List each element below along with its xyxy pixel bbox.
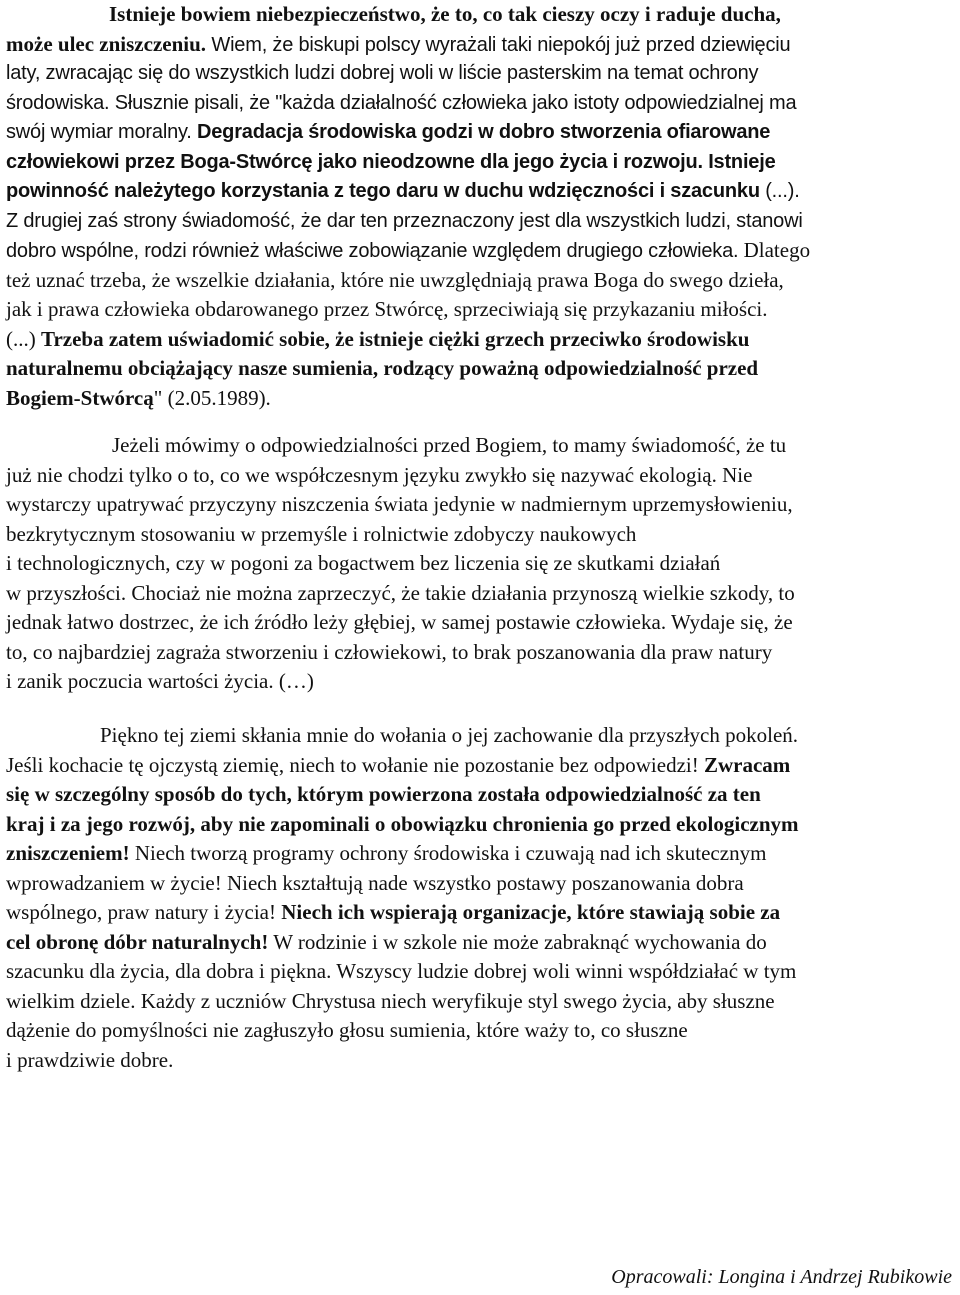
text-segment: środowiska. Słusznie pisali, że "każda działalność człowieka jako istoty odpowiedzialnej ma xyxy=(6,91,797,114)
text-segment: wspólnego, praw natury i życia! xyxy=(6,900,282,924)
text-segment: szacunku dla życia, dla dobra i piękna. Wszyscy ludzie dobrej woli winni współdziałać w tym xyxy=(6,959,797,983)
text-segment: i prawdziwie dobre. xyxy=(6,1047,174,1072)
quote-paragraph xyxy=(6,0,956,413)
text-segment: Z drugiej zaś strony świadomość, że dar ten przeznaczony jest dla wszystkich ludzi, stanowi xyxy=(6,209,803,232)
appeal-paragraph xyxy=(6,721,956,1075)
text-segment: Dlatego xyxy=(738,238,811,262)
bold-text-segment: Niech ich wspierają organizacje, które stawiają sobie za xyxy=(281,900,781,924)
text-segment: bezkrytycznym stosowaniu w przemyśle i rolnictwie zdobyczy naukowych xyxy=(6,521,637,546)
text-segment: wprowadzaniem w życie! Niech kształtują nade wszystko postawy poszanowania dobra xyxy=(6,870,744,895)
text-segment: Piękno tej ziemi skłania mnie do wołania o jej zachowanie dla przyszłych pokoleń. xyxy=(100,723,799,747)
text-line xyxy=(6,579,956,609)
text-line xyxy=(6,118,956,148)
text-line xyxy=(6,608,956,638)
text-line xyxy=(6,839,956,869)
text-line xyxy=(6,148,956,178)
text-line xyxy=(6,869,956,899)
text-line xyxy=(6,751,956,781)
bold-text-segment: człowiekowi przez Boga-Stwórcę jako nieodzowne dla jego życia i rozwoju. Istnieje xyxy=(6,150,776,173)
text-line xyxy=(6,266,956,296)
text-line xyxy=(6,520,956,550)
bold-text-segment: może ulec zniszczeniu. xyxy=(6,31,207,56)
text-segment: i zanik poczucia wartości życia. (…) xyxy=(6,669,314,693)
text-segment: już nie chodzi tylko o to, co we współczesnym języku zwykło się nazywać ekologią. Nie xyxy=(6,462,753,487)
bold-text-segment: kraj i za jego rozwój, aby nie zapominali o obowiązku chronienia go przed ekologicznym xyxy=(6,811,799,836)
bold-text-segment: zniszczeniem! xyxy=(6,841,130,865)
text-line xyxy=(6,780,956,810)
bold-text-segment: naturalnemu obciążający nasze sumienia, rodzący poważną odpowiedzialność przed xyxy=(6,356,759,380)
text-line xyxy=(6,490,956,520)
text-segment: też uznać trzeba, że wszelkie działania, które nie uwzględniają prawa Boga do swego dzieła, xyxy=(6,267,784,292)
text-segment: W rodzinie i w szkole nie może zabraknąć wychowania do xyxy=(268,929,767,954)
bold-text-segment: Zwracam xyxy=(703,752,791,777)
text-line xyxy=(6,384,956,414)
text-segment: to, co najbardziej zagraża stworzeniu i człowiekowi, to brak poszanowania dla praw natury xyxy=(6,639,773,664)
text-segment: i technologicznych, czy w pogoni za bogactwem bez liczenia się ze skutkami działań xyxy=(6,551,721,575)
text-segment: w przyszłości. Chociaż nie można zaprzeczyć, że takie działania przynoszą wielkie szkody, to xyxy=(6,580,795,605)
text-line xyxy=(6,638,956,668)
text-line xyxy=(6,59,956,89)
text-segment: Wiem, że biskupi polscy wyrażali taki niepokój już przed dziewięciu xyxy=(206,33,791,56)
bold-text-segment: się w szczególny sposób do tych, którym powierzona została odpowiedzialność za ten xyxy=(6,782,761,806)
text-line xyxy=(6,354,956,384)
text-line xyxy=(6,721,956,751)
text-line xyxy=(6,207,956,237)
text-line xyxy=(6,810,956,840)
text-segment: " (2.05.1989). xyxy=(153,385,271,410)
text-line xyxy=(6,431,956,461)
text-segment: wystarczy upatrywać przyczyny niszczenia świata jedynie w nadmiernym uprzemysłowieniu, xyxy=(6,492,793,516)
text-line xyxy=(6,295,956,325)
text-segment: jak i prawa człowieka obdarowanego przez Stwórcę, sprzeciwiają się przykazaniu miłości. xyxy=(6,297,768,321)
text-line xyxy=(6,928,956,958)
bold-text-segment: Bogiem-Stwórcą xyxy=(6,385,154,410)
responsibility-paragraph xyxy=(6,431,956,697)
bold-text-segment: Istnieje bowiem niebezpieczeństwo, że to, co tak cieszy oczy i raduje ducha, xyxy=(109,2,781,26)
text-line xyxy=(6,177,956,207)
text-line xyxy=(6,325,956,355)
text-segment: Niech tworzą programy ochrony środowiska i czuwają nad ich skutecznym xyxy=(129,841,767,865)
text-segment: dobro wspólne, rodzi również właściwe zobowiązanie względem drugiego człowieka. xyxy=(6,240,739,262)
text-line xyxy=(6,89,956,119)
bold-text-segment: Trzeba zatem uświadomić sobie, że istnieje ciężki grzech przeciwko środowisku xyxy=(41,326,750,351)
text-line xyxy=(6,1046,956,1076)
text-line xyxy=(6,1016,956,1046)
text-line xyxy=(6,898,956,928)
bold-text-segment: Degradacja środowiska godzi w dobro stworzenia ofiarowane xyxy=(197,121,771,143)
text-line xyxy=(6,236,956,266)
bold-text-segment: powinność należytego korzystania z tego daru w duchu wdzięczności i szacunku xyxy=(6,180,760,202)
text-line xyxy=(6,30,956,60)
text-segment: (...) xyxy=(6,326,41,351)
text-line xyxy=(6,549,956,579)
bold-text-segment: cel obronę dóbr naturalnych! xyxy=(6,929,269,954)
text-segment: wielkim dziele. Każdy z uczniów Chrystusa niech weryfikuje styl swego życia, aby słuszne xyxy=(6,988,775,1013)
text-segment: dążenie do pomyślności nie zagłuszyło głosu sumienia, które waży to, co słuszne xyxy=(6,1018,688,1042)
text-segment: laty, zwracając się do wszystkich ludzi dobrej woli w liście pasterskim na temat ochrony xyxy=(6,62,759,84)
text-line xyxy=(6,667,956,697)
text-line xyxy=(6,987,956,1017)
text-segment: Jeśli kochacie tę ojczystą ziemię, niech to wołanie nie pozostanie bez odpowiedzi! xyxy=(6,752,704,777)
authors-credit: Opracowali: Longina i Andrzej Rubikowie xyxy=(611,1266,952,1288)
text-segment: (...). xyxy=(759,180,800,202)
text-line xyxy=(6,957,956,987)
text-line xyxy=(6,461,956,491)
text-segment: swój wymiar moralny. xyxy=(6,121,198,143)
text-segment: jednak łatwo dostrzec, że ich źródło leży głębiej, w samej postawie człowieka. Wydaje się, że xyxy=(6,610,793,634)
text-segment: Jeżeli mówimy o odpowiedzialności przed Bogiem, to mamy świadomość, że tu xyxy=(112,433,787,457)
text-line xyxy=(6,0,956,30)
